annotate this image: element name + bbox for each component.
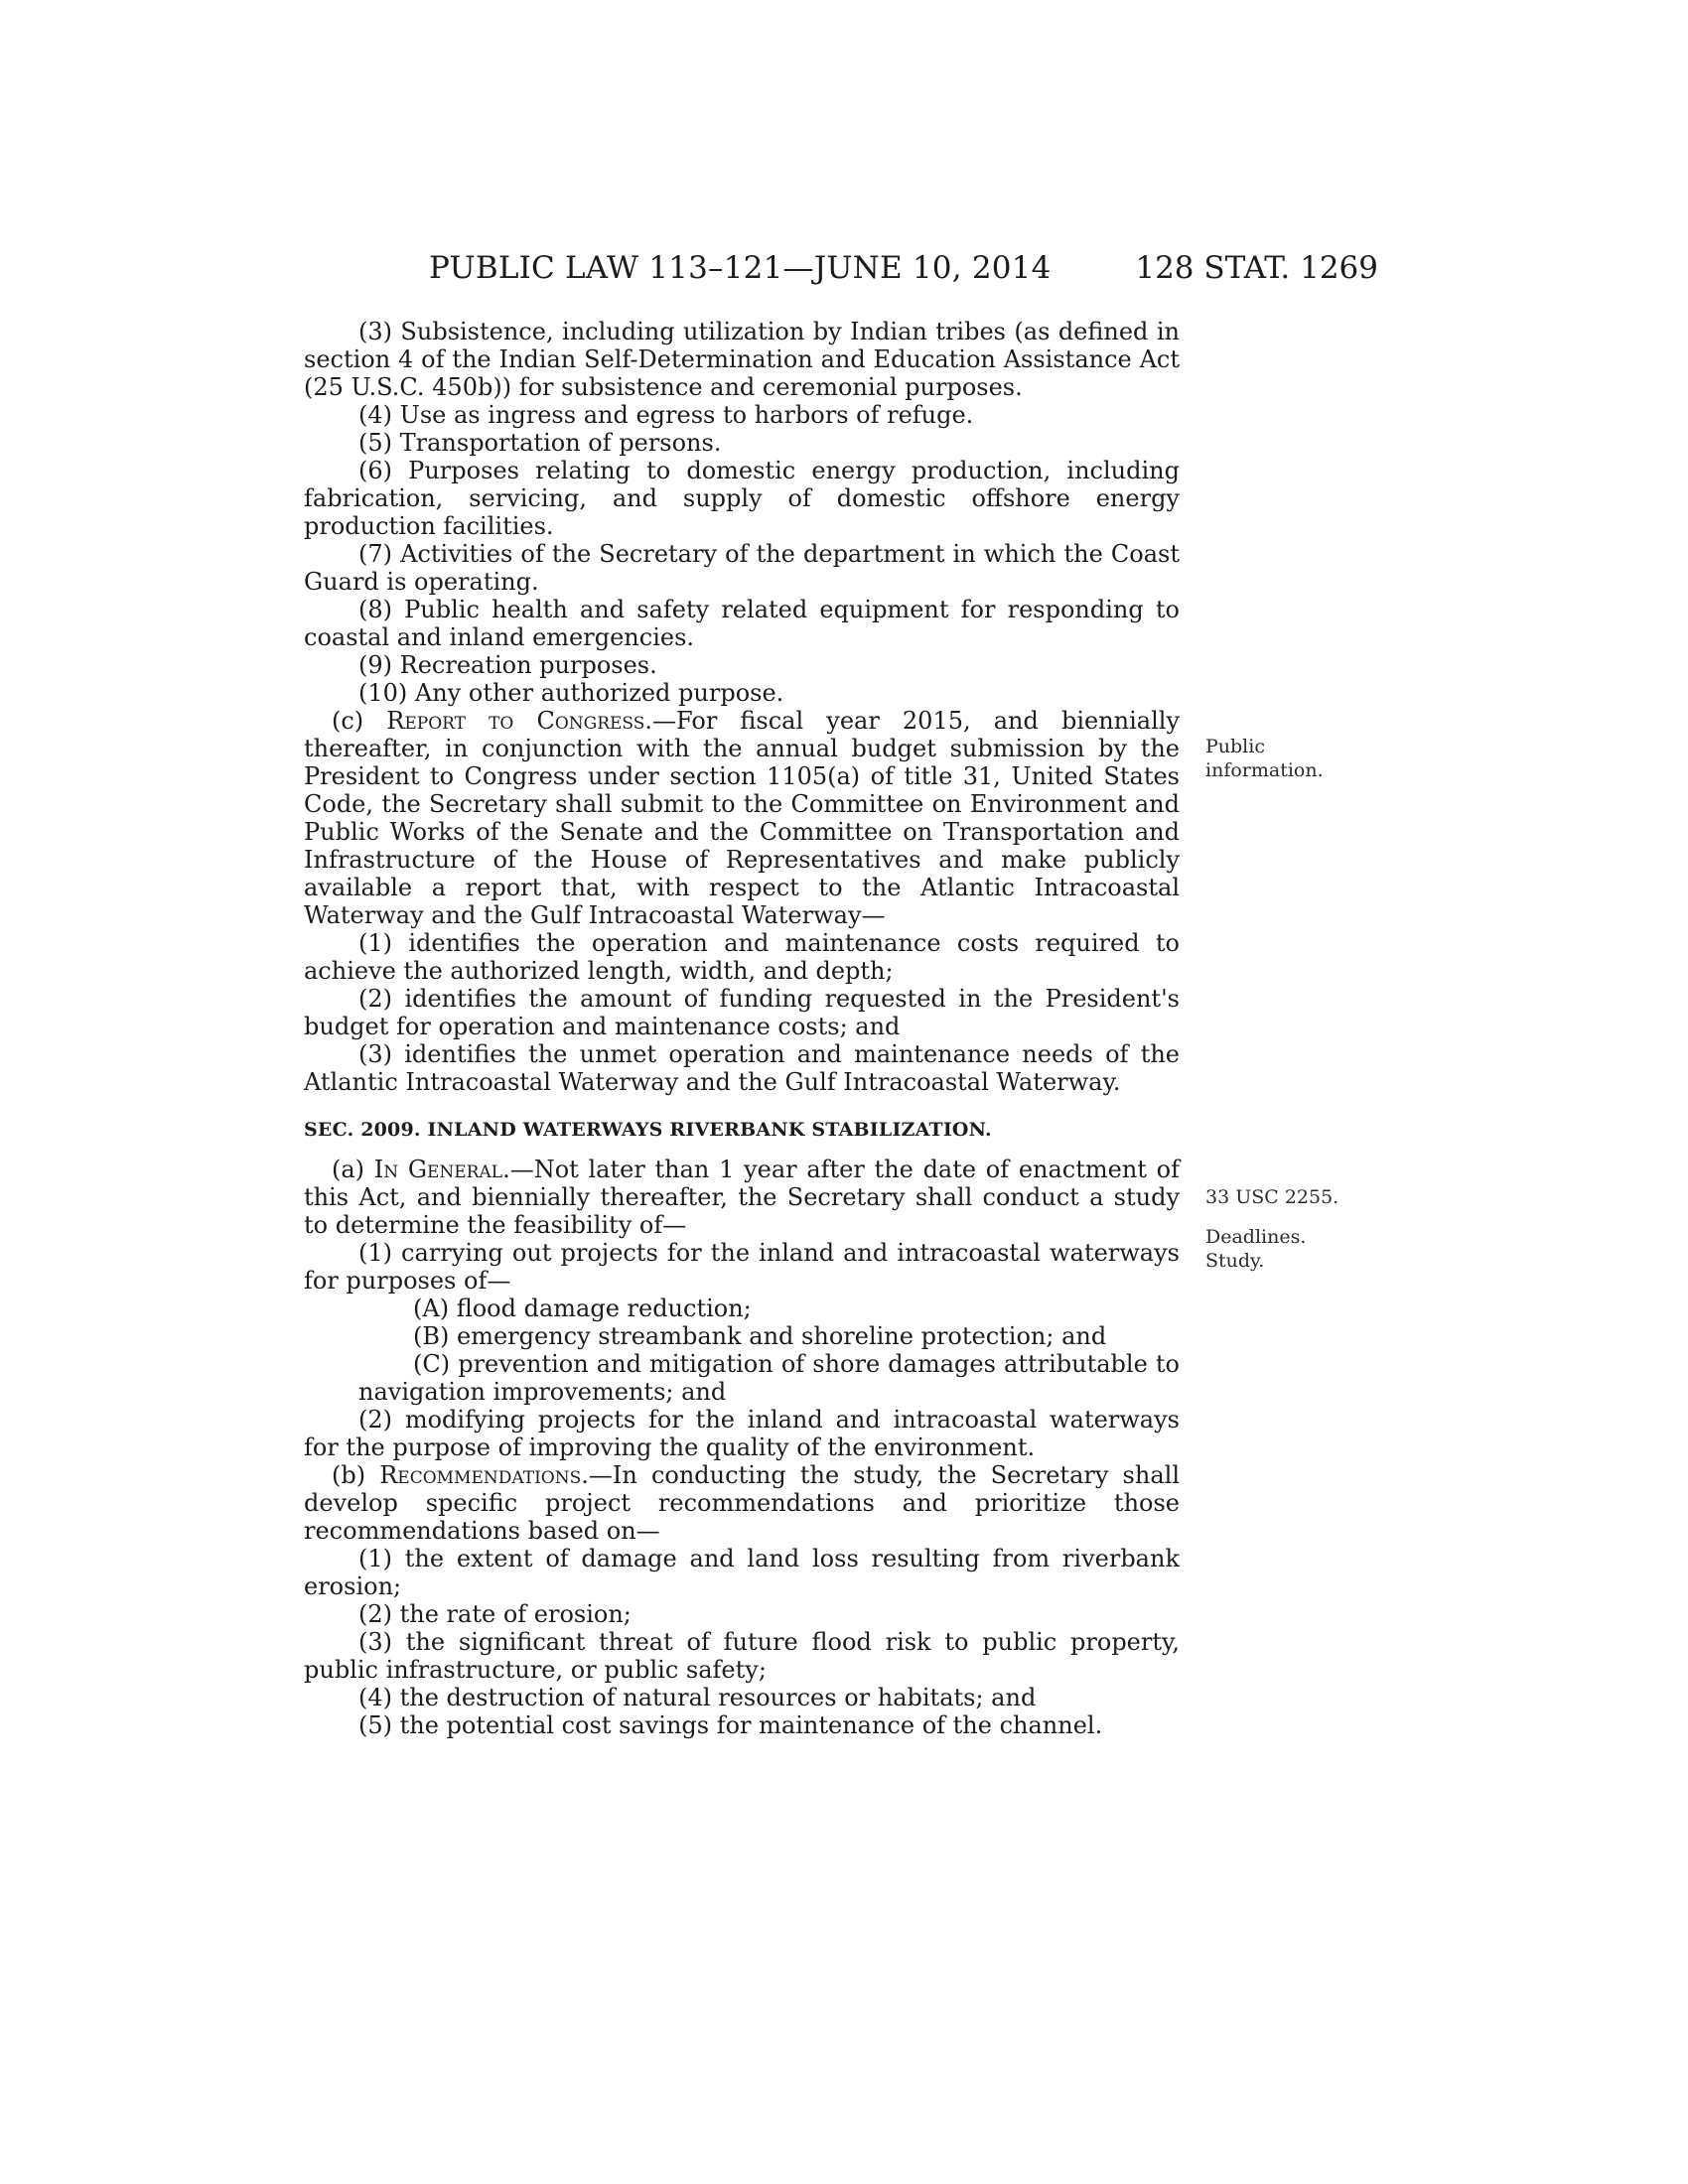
recommendation-item-5: (5) the potential cost savings for maintenance of the channel. xyxy=(358,1711,1103,1739)
recommendation-item-2: (2) the rate of erosion; xyxy=(358,1600,632,1628)
study-subitem-a: (A) flood damage reduction; xyxy=(413,1295,752,1322)
report-item-3: (3) identifies the unmet operation and maintenance needs of the Atlantic Intracoastal Waterway and the Gulf Intracoastal Waterway. xyxy=(304,1040,1180,1096)
paragraph-9: (9) Recreation purposes. xyxy=(358,651,657,679)
study-item-2: (2) modifying projects for the inland and intracoastal waterways for the purpose of improving the quality of the environment. xyxy=(304,1406,1180,1461)
study-subitem-c: (C) prevention and mitigation of shore damages attributable to navigation improvements; and xyxy=(358,1350,1180,1406)
recommendation-item-1: (1) the extent of damage and land loss resulting from riverbank erosion; xyxy=(304,1545,1180,1600)
paragraph-7: (7) Activities of the Secretary of the department in which the Coast Guard is operating. xyxy=(304,540,1180,596)
margin-note-public-information: Public information. xyxy=(1205,736,1324,781)
report-item-2: (2) identifies the amount of funding requested in the President's budget for operation and maintenance costs; and xyxy=(304,985,1180,1040)
paragraph-10: (10) Any other authorized purpose. xyxy=(358,679,784,707)
margin-note-usc: 33 USC 2255. xyxy=(1205,1186,1339,1208)
margin-note-deadlines-study: Deadlines. Study. xyxy=(1205,1226,1307,1272)
paragraph-3: (3) Subsistence, including utilization by Indian tribes (as defined in section 4 of the Indian Self-Determination and Education Assistance Act (25 U.S.C. 450b)) for subsistence and ceremonial purposes. xyxy=(304,318,1180,401)
study-subitem-b: (B) emergency streambank and shoreline protection; and xyxy=(413,1322,1107,1350)
subsection-b-recommendations: (b) Recommendations.—In conducting the study, the Secretary shall develop specific project recommendations and prioritize those recommendations based on— xyxy=(304,1461,1180,1545)
page-header xyxy=(429,250,1378,290)
statute-page-number: 128 STAT. 1269 xyxy=(1135,250,1378,286)
subsection-c-heading: Report to Congress xyxy=(386,707,645,735)
paragraph-6: (6) Purposes relating to domestic energy production, including fabrication, servicing, and supply of domestic offshore energy production facilities. xyxy=(304,457,1180,540)
subsection-c-report: (c) Report to Congress.—For fiscal year 2015, and biennially thereafter, in conjunction with the annual budget submission by the President to Congress under section 1105(a) of title 31, United States Code, the Secretary shall submit to the Committee on Environment and Public Works of the Senate and the Committee on Transportation and Infrastructure of the House of Representatives and make publicly available a report that, with respect to the Atlantic Intracoastal Waterway and the Gulf Intracoastal Waterway— xyxy=(304,707,1181,929)
subsection-b-heading: Recommendations xyxy=(379,1461,582,1489)
section-heading: SEC. 2009. INLAND WATERWAYS RIVERBANK STABILIZATION. xyxy=(304,1119,992,1141)
paragraph-4: (4) Use as ingress and egress to harbors of refuge. xyxy=(358,401,974,429)
subsection-a-in-general: (a) In General.—Not later than 1 year after the date of enactment of this Act, and biennially thereafter, the Secretary shall conduct a study to determine the feasibility of— xyxy=(304,1156,1180,1239)
study-item-1: (1) carrying out projects for the inland and intracoastal waterways for purposes of— xyxy=(304,1239,1180,1295)
report-item-1: (1) identifies the operation and maintenance costs required to achieve the authorized length, width, and depth; xyxy=(304,929,1180,985)
paragraph-8: (8) Public health and safety related equipment for responding to coastal and inland emergencies. xyxy=(304,596,1180,651)
recommendation-item-4: (4) the destruction of natural resources or habitats; and xyxy=(358,1684,1037,1711)
subsection-a-heading: In General xyxy=(373,1156,503,1183)
running-head-title: PUBLIC LAW 113–121—JUNE 10, 2014 xyxy=(429,250,1052,286)
recommendation-item-3: (3) the significant threat of future flood risk to public property, public infrastructure, or public safety; xyxy=(304,1628,1180,1684)
paragraph-5: (5) Transportation of persons. xyxy=(358,429,722,457)
document-body xyxy=(304,318,1180,1739)
